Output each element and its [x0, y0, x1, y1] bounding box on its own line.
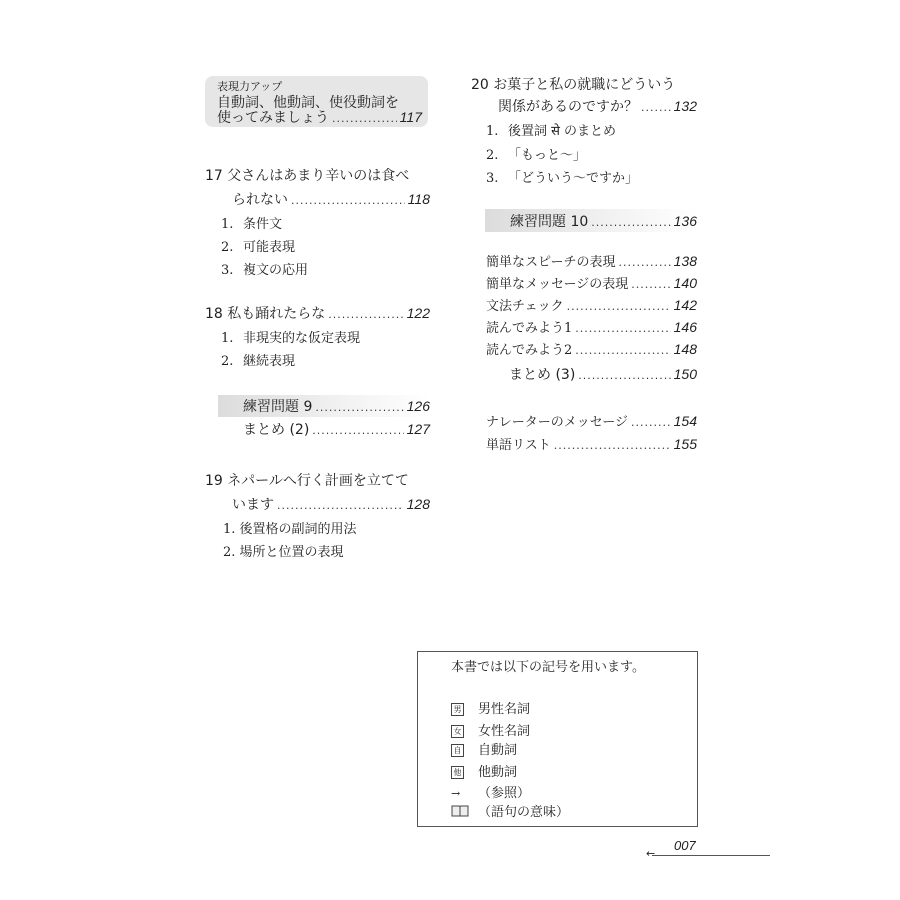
- subsection: [221, 327, 360, 346]
- masculine-noun-icon: 男: [451, 703, 464, 716]
- subsection: [221, 259, 308, 278]
- subsection: [223, 541, 344, 560]
- subsection: [221, 350, 295, 369]
- entry-label: 条件文: [243, 217, 283, 232]
- toc-entry-highlight[interactable]: [217, 106, 422, 128]
- entry-label: 練習問題 9: [243, 399, 313, 415]
- toc-entry-end[interactable]: [486, 410, 697, 432]
- subsection: [486, 120, 616, 139]
- entry-label: 男性名詞: [478, 702, 531, 717]
- legend-item: [451, 720, 530, 739]
- book-icon: [451, 804, 478, 821]
- entry-label: 1.: [221, 217, 234, 232]
- chapter-17-title[interactable]: 17 父さんはあまり辛いのは食べ: [205, 168, 410, 184]
- legend-item: [451, 761, 517, 780]
- page-number: 117: [399, 109, 422, 125]
- page-number: 132: [673, 98, 697, 114]
- entry-label: 継続表現: [243, 354, 296, 369]
- chapter-20-title[interactable]: 20 お菓子と私の就職にどういう: [471, 77, 676, 93]
- leader-dots: [312, 420, 403, 442]
- entry-label: 1.: [221, 331, 234, 346]
- intransitive-verb-icon: 自: [451, 744, 464, 757]
- toc-entry-appendix[interactable]: [486, 316, 697, 338]
- page-number: 140: [673, 275, 697, 291]
- toc-entry-appendix[interactable]: [486, 338, 697, 360]
- entry-label: 簡単なスピーチの表現: [486, 255, 616, 270]
- page-number: 138: [673, 253, 697, 269]
- leader-dots: [315, 397, 403, 419]
- entry-label: 文法チェック: [486, 299, 564, 314]
- entry-label: 2.: [221, 354, 234, 369]
- legend-item: [451, 698, 530, 717]
- page-number: 155: [673, 436, 697, 452]
- leader-dots: [328, 304, 403, 326]
- leader-dots: [591, 212, 670, 234]
- page-number: 126: [406, 398, 430, 414]
- leader-dots: [332, 108, 397, 130]
- entry-label: 1.: [223, 522, 236, 537]
- leader-dots: [575, 340, 670, 362]
- toc-entry-review3[interactable]: [509, 363, 697, 385]
- entry-label: います: [232, 497, 274, 513]
- toc-entry-ch20[interactable]: [498, 95, 697, 117]
- legend-title: 本書では以下の記号を用います。: [451, 660, 645, 675]
- feminine-noun-icon: 女: [451, 725, 464, 738]
- entry-label: 使ってみましょう: [217, 110, 329, 126]
- entry-label: 簡単なメッセージの表現: [486, 277, 629, 292]
- entry-label: 3.: [221, 263, 234, 278]
- toc-entry-ch17[interactable]: [232, 188, 430, 210]
- transitive-verb-icon: 他: [451, 766, 464, 779]
- entry-label: 2.: [221, 240, 234, 255]
- left-arrow-icon: ←: [646, 847, 656, 860]
- entry-label: 「もっと〜」: [508, 148, 587, 163]
- footer-rule: [652, 855, 770, 856]
- leader-dots: [641, 97, 671, 119]
- arrow-icon: →: [451, 787, 461, 800]
- toc-entry-ch18[interactable]: [205, 302, 430, 324]
- entry-label: 女性名詞: [478, 724, 531, 739]
- entry-label: 単語リスト: [486, 438, 551, 453]
- entry-label: 「どういう〜ですか」: [508, 171, 639, 186]
- leader-dots: [567, 296, 671, 318]
- page-number: 142: [673, 297, 697, 313]
- entry-label: （参照）: [478, 786, 531, 801]
- entry-label: 後置詞 से のまとめ: [508, 124, 617, 139]
- entry-label: まとめ (2): [243, 422, 310, 438]
- subsection: [486, 167, 638, 186]
- page-number: 150: [673, 366, 697, 382]
- toc-entry-review2[interactable]: [243, 418, 430, 440]
- entry-label: 自動詞: [478, 743, 518, 758]
- page-number: 136: [673, 213, 697, 229]
- page-number: 154: [673, 413, 697, 429]
- leader-dots: [578, 365, 670, 387]
- entry-label: 練習問題 10: [510, 214, 589, 230]
- entry-label: 3.: [486, 171, 499, 186]
- page-number: 146: [673, 319, 697, 335]
- page-number-footer: 007: [674, 838, 696, 853]
- legend-item: [451, 801, 569, 821]
- legend-item: [451, 739, 517, 758]
- entry-label: 18 私も踊れたらな: [205, 306, 326, 322]
- highlight-kicker: 表現力アップ: [217, 80, 283, 93]
- entry-label: 他動詞: [478, 765, 518, 780]
- entry-label: 場所と位置の表現: [239, 545, 344, 560]
- leader-dots: [291, 190, 405, 212]
- entry-label: 読んでみよう1: [486, 321, 573, 336]
- page-number: 127: [406, 421, 430, 437]
- highlight-title-line1: 自動詞、他動詞、使役動詞を: [217, 95, 399, 111]
- subsection: [223, 518, 357, 537]
- subsection: [486, 144, 586, 163]
- entry-label: 1.: [486, 124, 499, 139]
- page-number: 122: [406, 305, 430, 321]
- entry-label: 後置格の副詞的用法: [239, 522, 357, 537]
- entry-label: られない: [232, 192, 288, 208]
- entry-label: 可能表現: [243, 240, 296, 255]
- entry-label: まとめ (3): [509, 367, 576, 383]
- entry-label: （語句の意味）: [478, 805, 570, 820]
- page-number: 118: [407, 191, 430, 207]
- entry-label: 読んでみよう2: [486, 343, 573, 358]
- toc-entry-practice9[interactable]: [243, 395, 430, 417]
- toc-entry-ch19[interactable]: [232, 493, 430, 515]
- leader-dots: [618, 252, 670, 274]
- toc-entry-end[interactable]: [486, 433, 697, 455]
- toc-entry-appendix[interactable]: [486, 250, 697, 272]
- leader-dots: [554, 435, 671, 457]
- entry-label: 複文の応用: [243, 263, 309, 278]
- toc-entry-appendix[interactable]: [486, 272, 697, 294]
- entry-label: ナレーターのメッセージ: [486, 415, 628, 430]
- chapter-19-title[interactable]: 19 ネパールへ行く計画を立てて: [205, 473, 409, 489]
- page-number: 148: [673, 341, 697, 357]
- entry-label: 非現実的な仮定表現: [243, 331, 361, 346]
- subsection: [221, 236, 295, 255]
- toc-entry-appendix[interactable]: [486, 294, 697, 316]
- leader-dots: [277, 495, 404, 517]
- entry-label: 2.: [486, 148, 499, 163]
- leader-dots: [631, 274, 670, 296]
- legend-item: [451, 782, 530, 801]
- entry-label: 関係があるのですか？: [498, 99, 638, 115]
- entry-label: 2.: [223, 545, 236, 560]
- subsection: [221, 213, 282, 232]
- page-number: 128: [406, 496, 430, 512]
- leader-dots: [575, 318, 670, 340]
- leader-dots: [631, 412, 671, 434]
- toc-entry-practice10[interactable]: [510, 210, 697, 232]
